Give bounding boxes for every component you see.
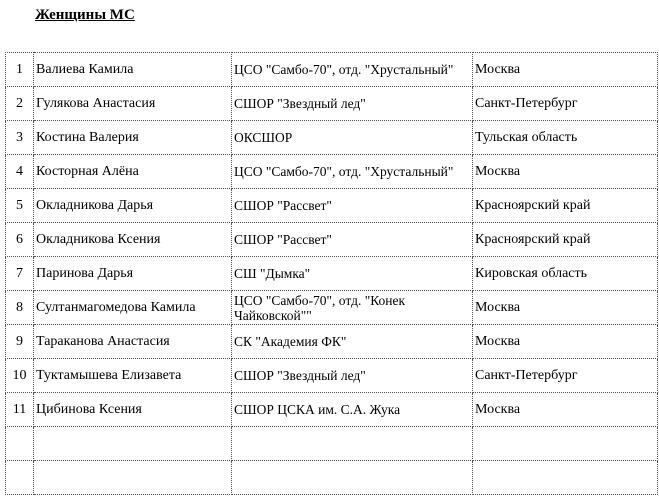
row-number: 1 [6, 53, 34, 87]
athlete-region: Тульская область [473, 121, 658, 155]
athlete-club: СШОР ЦСКА им. С.А. Жука [232, 393, 473, 427]
athlete-region: Санкт-Петербург [473, 87, 658, 121]
empty-cell [34, 461, 232, 495]
empty-cell [34, 427, 232, 461]
athlete-name: Косторная Алёна [34, 155, 232, 189]
athlete-region: Красноярский край [473, 223, 658, 257]
athlete-club: СШ "Дымка" [232, 257, 473, 291]
table-row [6, 393, 658, 427]
empty-cell [473, 461, 658, 495]
athlete-club: ОКСШОР [232, 121, 473, 155]
empty-cell [6, 461, 34, 495]
row-number: 3 [6, 121, 34, 155]
row-number: 7 [6, 257, 34, 291]
empty-cell [473, 427, 658, 461]
athlete-region: Москва [473, 53, 658, 87]
athlete-name: Туктамышева Елизавета [34, 359, 232, 393]
row-number: 10 [6, 359, 34, 393]
athlete-club: СШОР "Звездный лед" [232, 87, 473, 121]
table-row [6, 257, 658, 291]
athlete-region: Санкт-Петербург [473, 359, 658, 393]
row-number: 6 [6, 223, 34, 257]
table-row [6, 87, 658, 121]
table-row [6, 189, 658, 223]
athlete-name: Валиева Камила [34, 53, 232, 87]
row-number: 2 [6, 87, 34, 121]
row-number: 11 [6, 393, 34, 427]
athlete-club: ЦСО "Самбо-70", отд. "Хрустальный" [232, 155, 473, 189]
table-row [6, 155, 658, 189]
athlete-name: Окладникова Ксения [34, 223, 232, 257]
table-row [6, 53, 658, 87]
athlete-region: Москва [473, 393, 658, 427]
empty-cell [232, 461, 473, 495]
athlete-club: ЦСО "Самбо-70", отд. "Конек Чайковской"" [232, 291, 473, 325]
athlete-club: СК "Академия ФК" [232, 325, 473, 359]
athlete-region: Красноярский край [473, 189, 658, 223]
athlete-name: Окладникова Дарья [34, 189, 232, 223]
row-number: 9 [6, 325, 34, 359]
athlete-name: Цибинова Ксения [34, 393, 232, 427]
row-number: 5 [6, 189, 34, 223]
athlete-table [5, 52, 658, 495]
empty-row [6, 461, 658, 495]
athlete-name: Тараканова Анастасия [34, 325, 232, 359]
athlete-club: СШОР "Рассвет" [232, 223, 473, 257]
athlete-region: Кировская область [473, 257, 658, 291]
table-row [6, 325, 658, 359]
athlete-name: Паринова Дарья [34, 257, 232, 291]
row-number: 8 [6, 291, 34, 325]
empty-cell [232, 427, 473, 461]
athlete-name: Гулякова Анастасия [34, 87, 232, 121]
athlete-region: Москва [473, 155, 658, 189]
table-row [6, 359, 658, 393]
athlete-region: Москва [473, 291, 658, 325]
row-number: 4 [6, 155, 34, 189]
athlete-club: СШОР "Звездный лед" [232, 359, 473, 393]
athlete-club: СШОР "Рассвет" [232, 189, 473, 223]
table-row [6, 223, 658, 257]
athlete-club: ЦСО "Самбо-70", отд. "Хрустальный" [232, 53, 473, 87]
page-title: Женщины МС [35, 7, 135, 23]
empty-cell [6, 427, 34, 461]
athlete-region: Москва [473, 325, 658, 359]
athlete-name: Султанмагомедова Камила [34, 291, 232, 325]
empty-row [6, 427, 658, 461]
athlete-name: Костина Валерия [34, 121, 232, 155]
table-row [6, 121, 658, 155]
table-row [6, 291, 658, 325]
